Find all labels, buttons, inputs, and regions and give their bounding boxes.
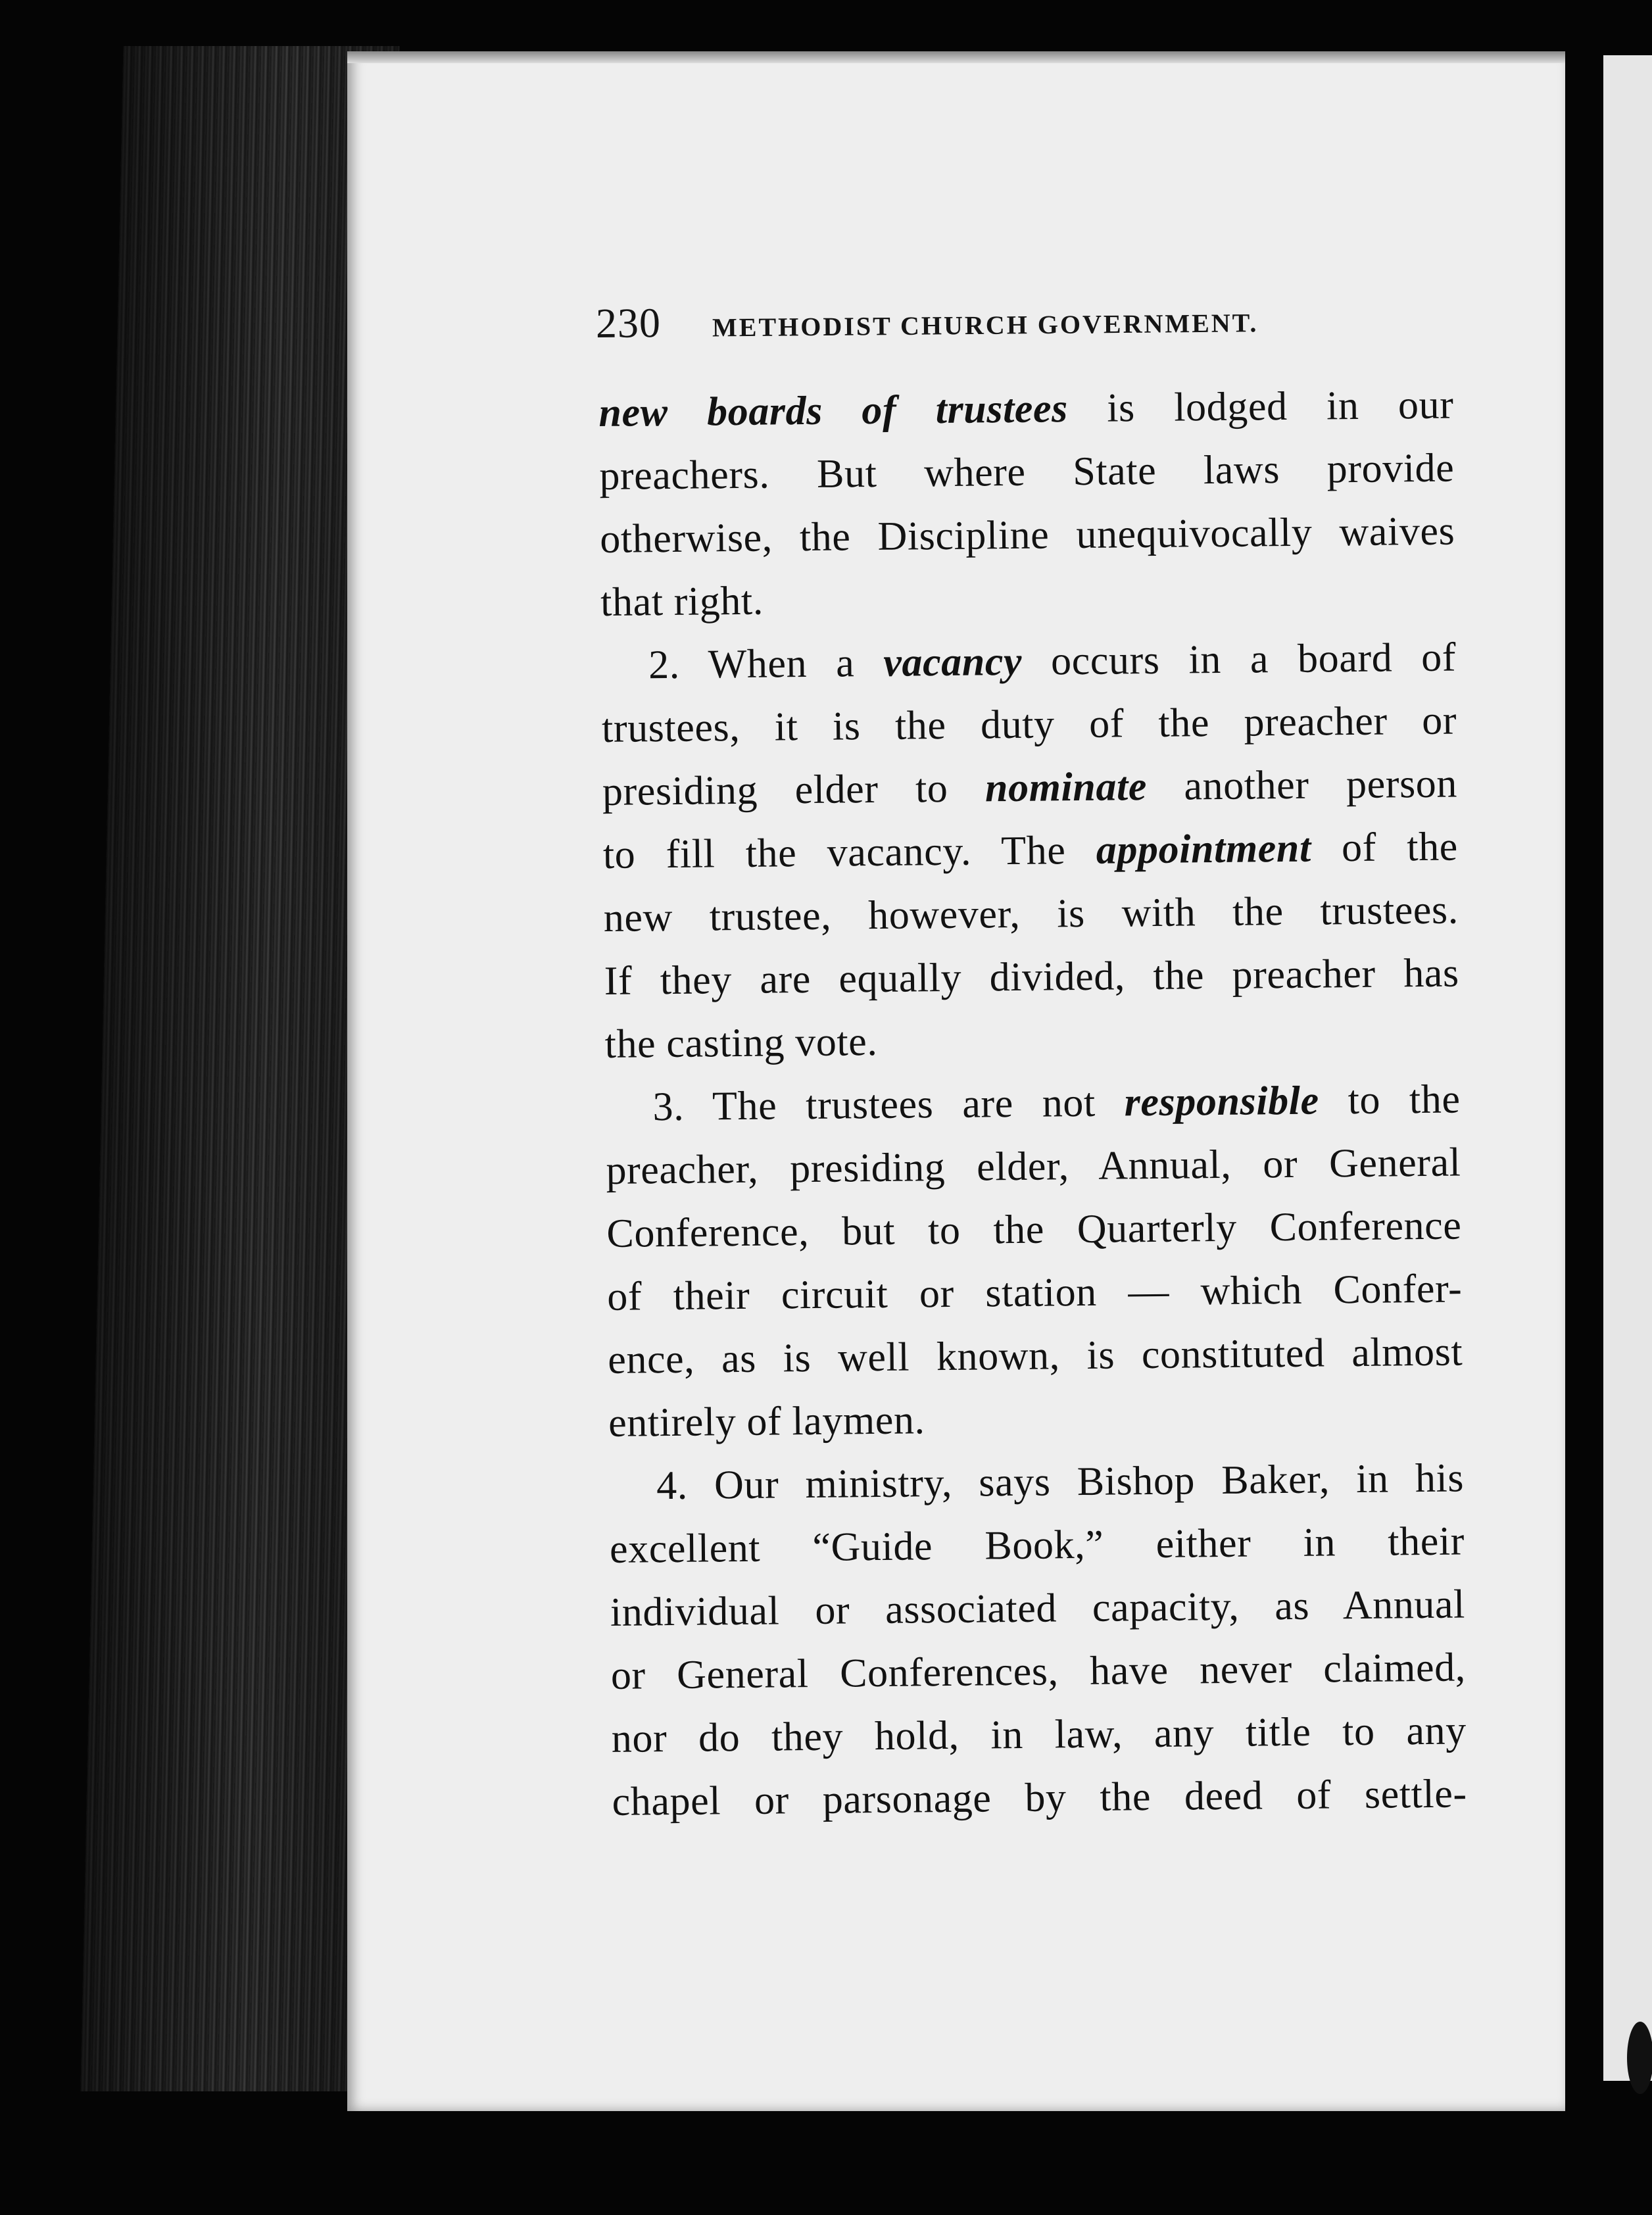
text-run: chapel or parsonage by the deed of settle-	[612, 1771, 1468, 1824]
running-title: METHODIST CHURCH GOVERNMENT.	[712, 308, 1259, 343]
text-line	[612, 1762, 1467, 1833]
text-run: of the	[1311, 824, 1459, 871]
adjacent-page	[1603, 55, 1652, 2081]
text-run: or General Conferences, have never claimed,	[610, 1645, 1467, 1698]
text-run: of their circuit or station — which Confer-	[607, 1266, 1463, 1319]
italic-phrase: appointment	[1096, 825, 1312, 873]
italic-phrase: new boards of trustees	[598, 386, 1069, 435]
body-text	[598, 374, 1467, 1834]
text-run: 4. Our ministry, says Bishop Baker, in his	[656, 1455, 1465, 1509]
page-number: 230	[595, 299, 662, 347]
text-line	[604, 1004, 1460, 1075]
text-run: to the	[1319, 1077, 1461, 1123]
text-run: to fill the vacancy. The	[602, 827, 1097, 877]
text-run: occurs in a board of	[1021, 635, 1457, 684]
text-run: nor do they hold, in law, any title to any	[611, 1708, 1467, 1761]
text-run: preachers. But where State laws provide	[599, 445, 1455, 499]
text-line	[600, 500, 1455, 571]
text-line	[600, 563, 1456, 634]
text-line	[609, 1446, 1465, 1517]
text-run: new trustee, however, is with the trustees.	[603, 887, 1459, 940]
text-line	[599, 437, 1455, 508]
text-line	[608, 1320, 1463, 1391]
text-run: 3. The trustees are not	[652, 1080, 1125, 1130]
text-run: preacher, presiding elder, Annual, or General	[606, 1140, 1461, 1193]
text-run: 2. When a	[648, 640, 884, 688]
text-line	[610, 1509, 1465, 1580]
text-line	[610, 1572, 1466, 1643]
text-line	[610, 1636, 1466, 1707]
text-run: excellent “Guide Book,” either in their	[609, 1519, 1465, 1572]
text-line	[607, 1257, 1463, 1328]
text-line	[601, 626, 1457, 697]
italic-phrase: vacancy	[883, 639, 1023, 685]
ink-spot	[1627, 2022, 1652, 2094]
text-line	[608, 1383, 1464, 1454]
text-line	[602, 815, 1458, 886]
text-line	[606, 1194, 1462, 1265]
text-run: entirely of laymen.	[608, 1398, 925, 1446]
text-line	[603, 878, 1459, 949]
italic-phrase: responsible	[1124, 1078, 1320, 1125]
text-run: otherwise, the Discipline unequivocally waives	[599, 508, 1455, 562]
text-run: individual or associated capacity, as Annual	[610, 1582, 1466, 1635]
text-run: is lodged in our	[1067, 382, 1454, 431]
text-line	[602, 752, 1458, 823]
text-run: another person	[1146, 761, 1458, 810]
text-line	[611, 1699, 1467, 1770]
text-run: that right.	[600, 578, 764, 625]
text-line	[602, 689, 1457, 760]
running-head	[596, 293, 1346, 348]
text-run: ence, as is well known, is constituted almost	[607, 1329, 1463, 1382]
text-line	[598, 374, 1454, 445]
italic-phrase: nominate	[984, 764, 1148, 811]
text-run: trustees, it is the duty of the preacher or	[601, 698, 1457, 751]
text-run: If they are equally divided, the preacher has	[604, 950, 1460, 1004]
text-line	[605, 1067, 1461, 1138]
text-run: Conference, but to the Quarterly Conference	[606, 1203, 1462, 1256]
text-run: the casting vote.	[604, 1019, 878, 1067]
text-line	[604, 941, 1459, 1012]
text-line	[606, 1131, 1461, 1202]
text-run: presiding elder to	[602, 766, 986, 814]
